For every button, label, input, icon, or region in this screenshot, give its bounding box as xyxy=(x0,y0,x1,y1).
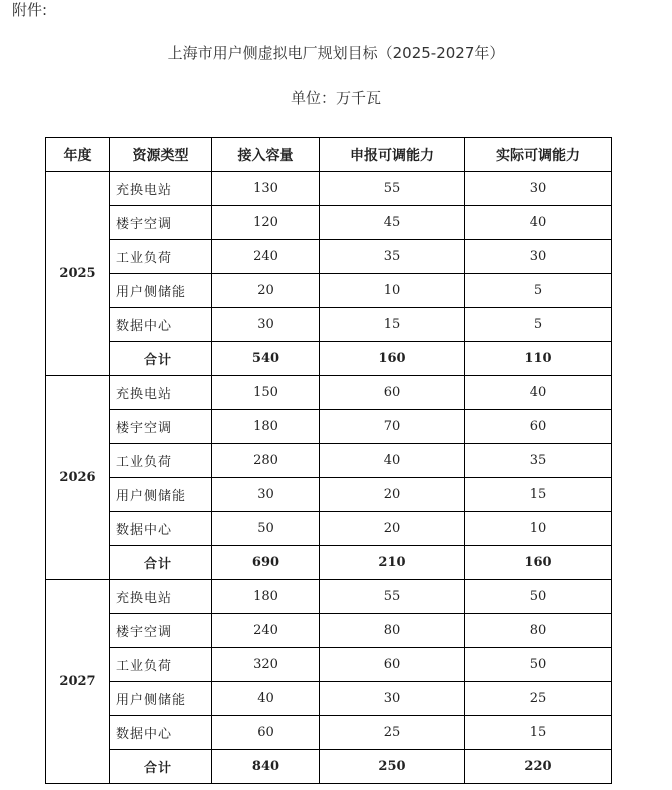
declared-cell: 40 xyxy=(320,444,465,478)
actual-cell: 5 xyxy=(465,308,612,342)
declared-cell: 20 xyxy=(320,478,465,512)
year-cell: 2027 xyxy=(46,580,110,784)
declared-cell: 60 xyxy=(320,648,465,682)
actual-cell: 60 xyxy=(465,410,612,444)
table-header-row xyxy=(46,138,612,172)
table-row xyxy=(46,478,612,512)
capacity-cell: 320 xyxy=(212,648,320,682)
declared-cell: 25 xyxy=(320,716,465,750)
declared-cell: 70 xyxy=(320,410,465,444)
table-row xyxy=(46,410,612,444)
resource-type-cell: 工业负荷 xyxy=(110,444,212,478)
capacity-cell: 20 xyxy=(212,274,320,308)
actual-cell: 30 xyxy=(465,240,612,274)
subtotal-actual: 220 xyxy=(465,750,612,784)
table-row xyxy=(46,512,612,546)
table-row xyxy=(46,274,612,308)
table-row xyxy=(46,648,612,682)
capacity-cell: 180 xyxy=(212,580,320,614)
actual-cell: 80 xyxy=(465,614,612,648)
unit-label: 单位：万千瓦 xyxy=(290,89,381,107)
table-row xyxy=(46,206,612,240)
table-row xyxy=(46,376,612,410)
declared-cell: 55 xyxy=(320,580,465,614)
declared-cell: 80 xyxy=(320,614,465,648)
table-row xyxy=(46,240,612,274)
declared-cell: 30 xyxy=(320,682,465,716)
capacity-cell: 40 xyxy=(212,682,320,716)
resource-type-cell: 数据中心 xyxy=(110,308,212,342)
resource-type-cell: 充换电站 xyxy=(110,172,212,206)
table-row xyxy=(46,580,612,614)
subtotal-actual: 160 xyxy=(465,546,612,580)
subtotal-declared: 160 xyxy=(320,342,465,376)
resource-type-cell: 楼宇空调 xyxy=(110,614,212,648)
header-capacity: 接入容量 xyxy=(212,138,320,172)
actual-cell: 25 xyxy=(465,682,612,716)
table-row xyxy=(46,716,612,750)
header-year: 年度 xyxy=(46,138,110,172)
subtotal-label: 合计 xyxy=(110,750,212,784)
actual-cell: 15 xyxy=(465,716,612,750)
table-row xyxy=(46,308,612,342)
actual-cell: 40 xyxy=(465,376,612,410)
subtotal-row xyxy=(46,342,612,376)
actual-cell: 5 xyxy=(465,274,612,308)
table-row xyxy=(46,172,612,206)
resource-type-cell: 充换电站 xyxy=(110,580,212,614)
resource-type-cell: 工业负荷 xyxy=(110,648,212,682)
capacity-cell: 180 xyxy=(212,410,320,444)
resource-type-cell: 数据中心 xyxy=(110,716,212,750)
actual-cell: 15 xyxy=(465,478,612,512)
document-title: 上海市用户侧虚拟电厂规划目标（2025-2027年） xyxy=(167,44,505,62)
subtotal-row xyxy=(46,750,612,784)
subtotal-declared: 210 xyxy=(320,546,465,580)
header-declared-capability: 申报可调能力 xyxy=(320,138,465,172)
capacity-cell: 120 xyxy=(212,206,320,240)
declared-cell: 20 xyxy=(320,512,465,546)
actual-cell: 50 xyxy=(465,580,612,614)
header-resource-type: 资源类型 xyxy=(110,138,212,172)
subtotal-capacity: 840 xyxy=(212,750,320,784)
declared-cell: 15 xyxy=(320,308,465,342)
year-cell: 2026 xyxy=(46,376,110,580)
resource-type-cell: 楼宇空调 xyxy=(110,206,212,240)
capacity-cell: 240 xyxy=(212,614,320,648)
capacity-cell: 130 xyxy=(212,172,320,206)
actual-cell: 40 xyxy=(465,206,612,240)
capacity-cell: 240 xyxy=(212,240,320,274)
declared-cell: 60 xyxy=(320,376,465,410)
table-row xyxy=(46,614,612,648)
subtotal-label: 合计 xyxy=(110,342,212,376)
resource-type-cell: 楼宇空调 xyxy=(110,410,212,444)
actual-cell: 35 xyxy=(465,444,612,478)
resource-type-cell: 数据中心 xyxy=(110,512,212,546)
resource-type-cell: 用户侧储能 xyxy=(110,274,212,308)
capacity-cell: 30 xyxy=(212,308,320,342)
capacity-cell: 60 xyxy=(212,716,320,750)
subtotal-actual: 110 xyxy=(465,342,612,376)
capacity-cell: 30 xyxy=(212,478,320,512)
subtotal-capacity: 690 xyxy=(212,546,320,580)
resource-type-cell: 用户侧储能 xyxy=(110,478,212,512)
year-cell: 2025 xyxy=(46,172,110,376)
declared-cell: 10 xyxy=(320,274,465,308)
table-row xyxy=(46,682,612,716)
resource-type-cell: 工业负荷 xyxy=(110,240,212,274)
subtotal-row xyxy=(46,546,612,580)
actual-cell: 30 xyxy=(465,172,612,206)
capacity-cell: 280 xyxy=(212,444,320,478)
capacity-cell: 50 xyxy=(212,512,320,546)
resource-type-cell: 用户侧储能 xyxy=(110,682,212,716)
declared-cell: 55 xyxy=(320,172,465,206)
subtotal-declared: 250 xyxy=(320,750,465,784)
capacity-cell: 150 xyxy=(212,376,320,410)
table-row xyxy=(46,444,612,478)
subtotal-capacity: 540 xyxy=(212,342,320,376)
planning-targets-table xyxy=(45,137,612,784)
declared-cell: 45 xyxy=(320,206,465,240)
actual-cell: 50 xyxy=(465,648,612,682)
attachment-label: 附件: xyxy=(12,1,48,19)
subtotal-label: 合计 xyxy=(110,546,212,580)
actual-cell: 10 xyxy=(465,512,612,546)
header-actual-capability: 实际可调能力 xyxy=(465,138,612,172)
resource-type-cell: 充换电站 xyxy=(110,376,212,410)
declared-cell: 35 xyxy=(320,240,465,274)
